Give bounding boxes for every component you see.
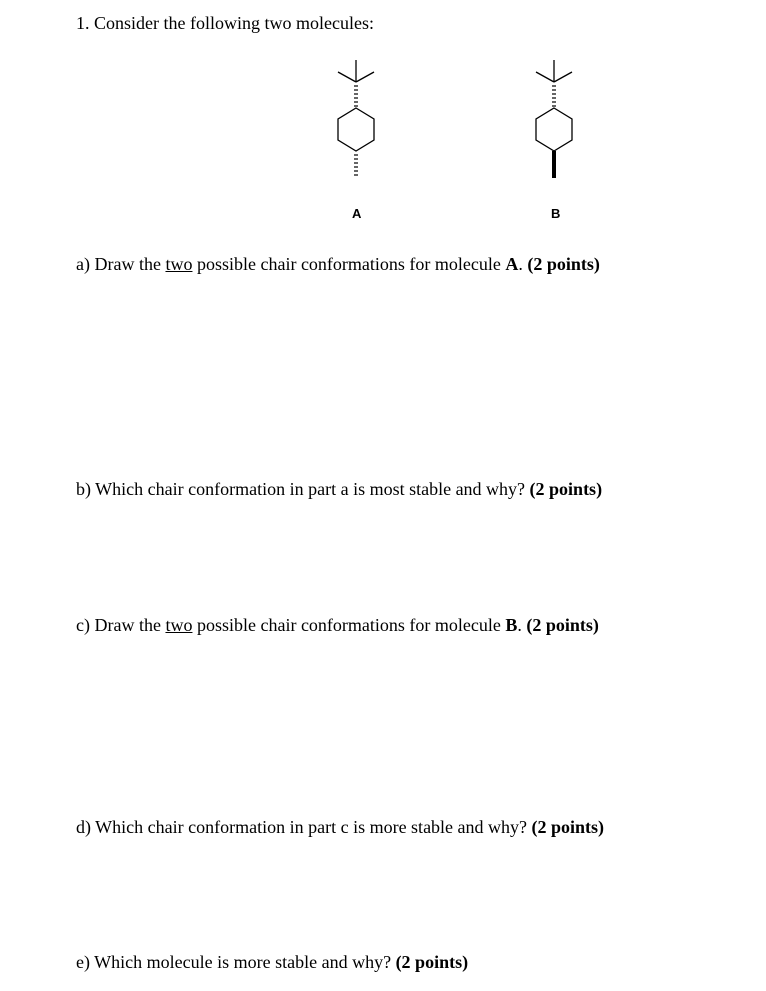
part-a-points: (2 points) [527,254,600,274]
cyclohexane-ring [338,108,374,151]
question-number: 1. [76,13,90,33]
molecule-a-label: A [352,206,362,221]
part-c-question: c) Draw the two possible chair conformations for molecule B. (2 points) [76,615,599,635]
part-c-points: (2 points) [526,615,599,635]
part-a-molecule: A [505,254,519,274]
question-heading [76,14,374,32]
molecule-b-label: B [551,206,561,221]
part-c-underlined: two [165,615,193,635]
part-b-question: b) Which chair conformation in part a is most stable and why? (2 points) [76,479,603,499]
tbutyl-bond-right [554,72,572,82]
part-b-points: (2 points) [529,479,603,499]
part-a-question: a) Draw the two possible chair conformations for molecule A. (2 points) [76,254,600,274]
molecule-b-structure [518,56,590,186]
tbutyl-bond-left [536,72,554,82]
part-d-question: d) Which chair conformation in part c is more stable and why? (2 points) [76,817,605,837]
cyclohexane-ring [536,108,572,151]
part-a-underlined: two [165,254,193,274]
part-c-molecule: B [505,615,518,635]
molecule-a-structure [320,56,392,186]
part-e-question: e) Which molecule is more stable and why? (2 points) [76,952,469,972]
tbutyl-bond-right [356,72,374,82]
part-d-points: (2 points) [531,817,605,837]
part-e-points: (2 points) [395,952,469,972]
question-intro: Consider the following two molecules: [94,13,374,33]
tbutyl-bond-left [338,72,356,82]
